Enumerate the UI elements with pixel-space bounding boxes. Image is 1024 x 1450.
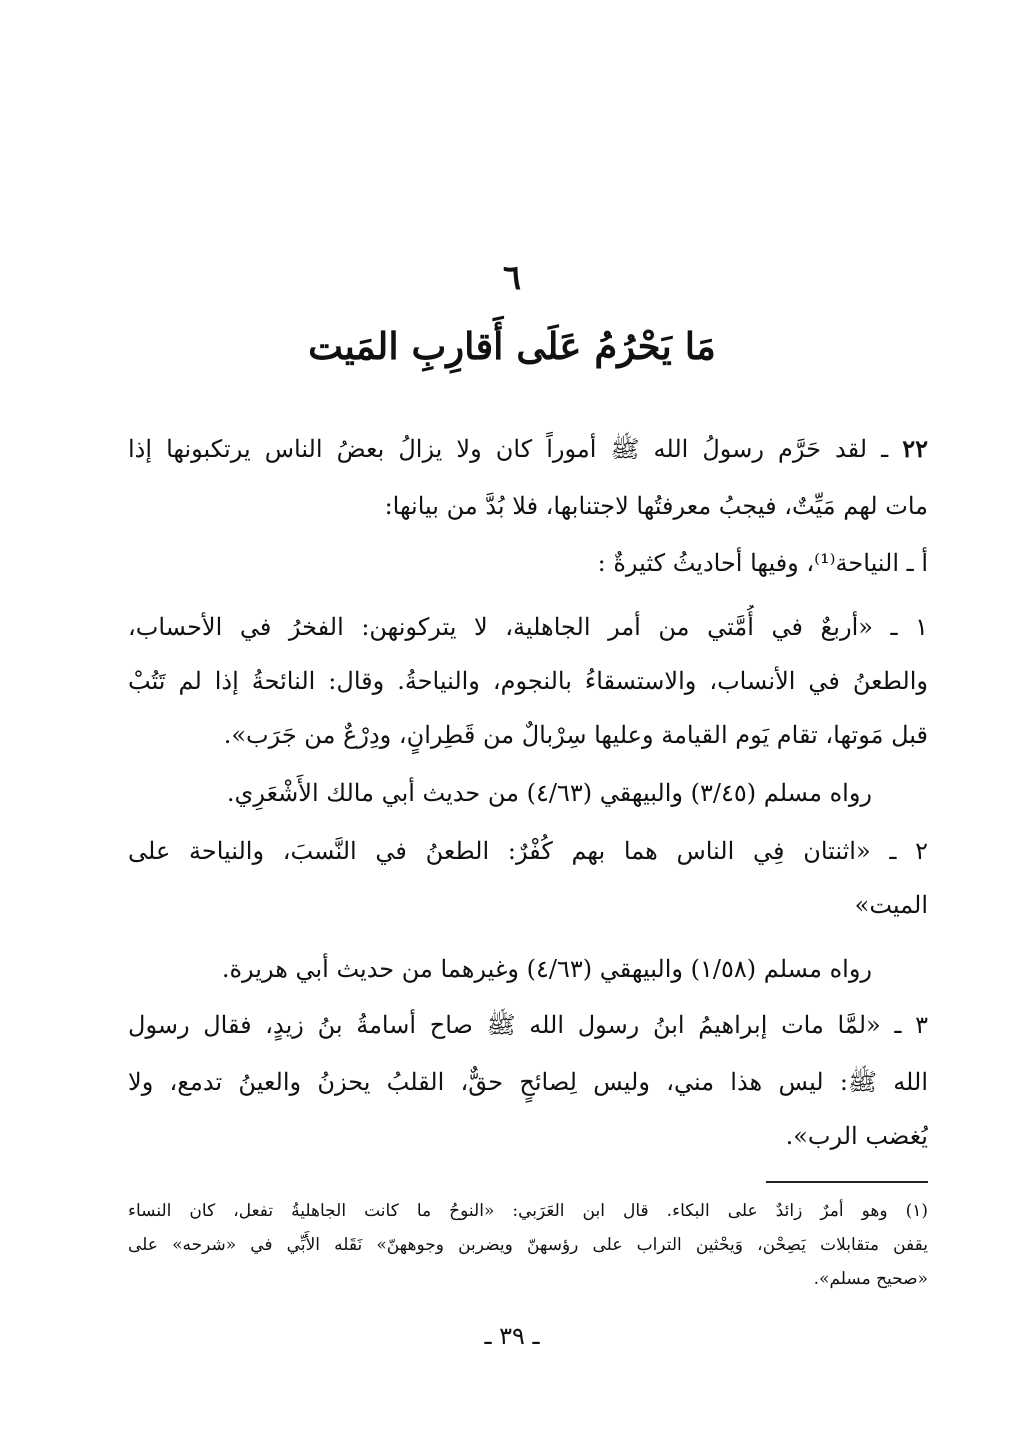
item-a-nihaya: أ ـ النياحة⁽¹⁾، وفيها أحاديثُ كثيرةٌ : — [597, 549, 928, 577]
hadith-3-line-2: الله ﷺ: ليس هذا مني، وليس لِصائحٍ حقٌّ، القلبُ يحزنُ والعينُ تدمع، ولا — [128, 1068, 928, 1096]
hadith-2-line-2: الميت» — [854, 891, 928, 919]
paragraph-22-line-2: مات لهم مَيِّتٌ، فيجبُ معرفتُها لاجتنابها، فلا بُدَّ من بيانها: — [384, 492, 928, 520]
hadith-2-source: رواه مسلم (١/٥٨) والبيهقي (٤/٦٣) وغيرهما من حديث أبي هريرة. — [221, 955, 872, 983]
footnote-1-line-1: (١) وهو أمرٌ زائدٌ على البكاء. قال ابن العَرَبي: «النوحُ ما كانت الجاهليةُ تفعل، كان النساء — [128, 1201, 928, 1221]
paragraph-text: ـ لقد حَرَّم رسولُ الله ﷺ أموراً كان ولا يزالُ بعضُ الناس يرتكبونها إذا — [128, 435, 889, 463]
hadith-1-line-1: ١ ـ «أربعٌ في أُمَّتي من أمر الجاهلية، لا يتركونهن: الفخرُ في الأحساب، — [128, 613, 928, 641]
page-number: ـ ٣٩ ـ — [484, 1322, 540, 1350]
footnote-1-line-2: يقفن متقابلات يَصِحْن، وَيحْثين التراب على رؤسهنّ ويضربن وجوههنّ» نَقَله الأَبِّي في «شرحه» على — [128, 1235, 928, 1255]
hadith-1-line-2: والطعنُ في الأنساب، والاستسقاءُ بالنجوم، والنياحةُ. وقال: النائحةُ إذا لم تَتُبْ — [128, 667, 928, 695]
chapter-title: مَا يَحْرُمُ عَلَى أَقارِبِ المَيت — [308, 324, 716, 368]
hadith-3-line-1: ٣ ـ «لمَّا مات إبراهيمُ ابنُ رسول الله ﷺ صاح أسامةُ بنُ زيدٍ، فقال رسول — [128, 1011, 928, 1039]
paragraph-number: ٢٢ — [902, 434, 928, 463]
paragraph-22-line-1 — [128, 427, 928, 471]
hadith-1-source: رواه مسلم (٣/٤٥) والبيهقي (٤/٦٣) من حديث أبي مالك الأَشْعَرِي. — [226, 779, 872, 807]
footnote-separator — [766, 1181, 928, 1183]
footnote-1-line-3: «صحيح مسلم». — [813, 1269, 928, 1289]
hadith-3-line-3: يُغضب الرب». — [785, 1122, 928, 1150]
hadith-2-line-1: ٢ ـ «اثنتان فِي الناس هما بهم كُفْرٌ: الطعنُ في النَّسبَ، والنياحة على — [128, 837, 928, 865]
chapter-number: ٦ — [502, 258, 522, 298]
hadith-1-line-3: قبل مَوتها، تقام يَوم القيامة وعليها سِرْبالٌ من قَطِرانٍ، ودِرْعٌ من جَرَب». — [223, 721, 928, 749]
